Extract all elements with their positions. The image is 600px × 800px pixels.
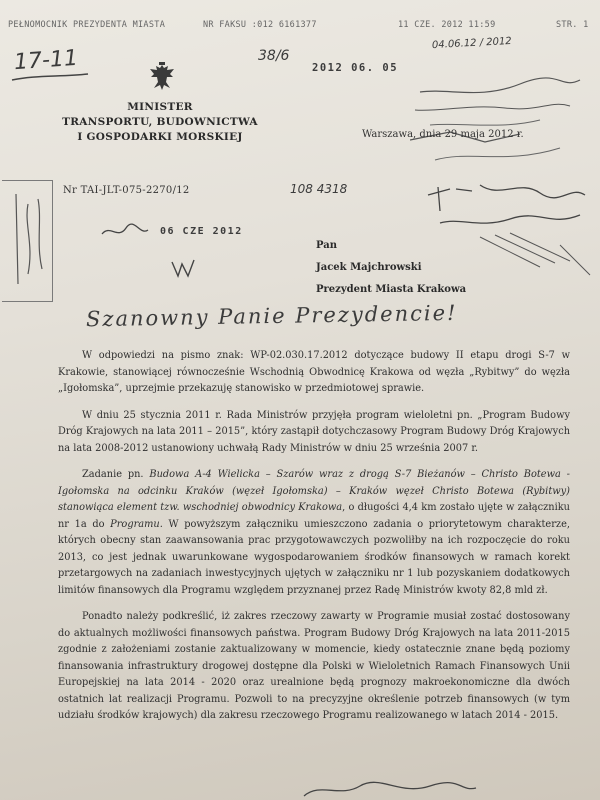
inbox-stamp-date: 06 CZE 2012 [160, 226, 243, 237]
paragraph-3-lead: Zadanie pn. [82, 469, 150, 480]
addressee-salutation: Pan [316, 240, 338, 251]
registration-stamp-date: 2012 06. 05 [312, 62, 399, 74]
paragraph-3-task-name: Budowa A-4 Wielicka – Szarów wraz z drogą S-7 Bieżanów – Christo Botewa - Igołomska na odcinku Kraków (węzeł Igołomska) – Kraków węzeł Christo Botewa (Rybitwy) stanowiąca element tzw. wschodniej obwodnicy Krakowa [58, 469, 570, 513]
fax-page: STR. 1 [556, 20, 589, 30]
paragraph-3 [58, 467, 570, 599]
handwritten-number: 17-11 [13, 45, 79, 76]
ministry-header [60, 100, 260, 145]
handwritten-corner-date: 04.06.12 / 2012 [431, 35, 512, 52]
reference-number: Nr TAI-JLT-075-2270/12 [63, 185, 190, 196]
fax-number: NR FAKSU :012 6161377 [203, 20, 317, 30]
paragraph-2: W dniu 25 stycznia 2011 r. Rada Ministrów przyjęła program wieloletni pn. „Program Budowy Dróg Krajowych na lata 2011 – 2015”, który zastąpił dotychczasowy Program Budowy Dróg Krajowych na lata 2008-2012 ustanowiony uchwałą Rady Ministrów w dniu 25 września 2007 r. [58, 409, 570, 454]
ministry-line-1: MINISTER [127, 101, 193, 113]
addressee-block [316, 235, 466, 301]
handwritten-office-number: 108 4318 [290, 182, 348, 196]
inbox-stamp-signature [100, 222, 150, 242]
addressee-name: Jacek Majchrowski [316, 262, 422, 273]
paragraph-3-program: Programu [110, 518, 160, 530]
handwritten-ref-number: 38/6 [258, 48, 290, 64]
fax-sender: PEŁNOMOCNIK PREZYDENTA MIASTA [8, 20, 166, 30]
paragraph-1: W odpowiedzi na pismo znak: WP-02.030.17.2012 dotyczące budowy II etapu drogi S-7 w Krakowie, stanowiącej równocześnie Wschodnią Obwodnicę Krakowa od węzła „Rybitwy” do węzła „Igołomska”, uprzejmie przekazuję stanowisko w przedmiotowej sprawie. [58, 350, 570, 394]
place-date: Warszawa, dnia 29 maja 2012 r. [362, 129, 524, 140]
addressee-title: Prezydent Miasta Krakowa [316, 284, 467, 295]
ministry-line-2: TRANSPORTU, BUDOWNICTWA [62, 116, 258, 128]
fax-header [8, 20, 592, 34]
paragraph-4: Ponadto należy podkreślić, iż zakres rzeczowy zawarty w Programie musiał zostać dostosowany do aktualnych możliwości finansowych państwa. Program Budowy Dróg Krajowych na lata 2011-2015 zgodnie z założeniami zostanie zaktualizowany w momencie, kiedy ostatecznie znane będą poziomy finansowania infrastruktury drogowej dostępne dla Polski w Wieloletnich Ramach Finansowych Unii Europejskiej na lata 2014 - 2020 oraz urealnione będą prognozy makroekonomiczne dla dwóch ostatnich lat realizacji Programu. Pozwoli to na precyzyjne określenie potrzeb finansowych (w tym udziału środków krajowych) dla zakresu rzeczowego Programu realizowanego w latach 2014 - 2015. [58, 611, 570, 721]
letter-body [58, 348, 570, 735]
paragraph-3-mid: , o długości 4,4 km zostało ujęte w załączniku nr 1a do [58, 502, 570, 530]
handwritten-greeting: Szanowny Panie Prezydencie! [85, 300, 458, 332]
bottom-signature [300, 780, 480, 800]
eagle-emblem-icon [148, 62, 176, 92]
fax-received-date: 11 CZE. 2012 11:59 [398, 20, 496, 30]
ministry-line-3: I GOSPODARKI MORSKIEJ [77, 131, 243, 143]
side-stamp-handwriting [6, 184, 51, 299]
initials-mark [168, 258, 198, 280]
handwritten-underline [10, 72, 90, 84]
paragraph-3-rest: . W powyższym załączniku umieszczono zadania o priorytetowym charakterze, których obecny stan zaawansowania prac przygotowawczych pozwoliłby na ich rozpoczęcie do roku 2013, co jest jednak uwarunkowane wygospodarowaniem środków finansowych w ramach korekt przetargowych na zadaniach inwestycyjnych ujętych w załączniku nr 1 lub pozyskaniem dodatkowych limitów finansowych dla Programu względem przyznanej przez Radę Ministrów kwoty 82,8 mld zł. [58, 518, 570, 596]
